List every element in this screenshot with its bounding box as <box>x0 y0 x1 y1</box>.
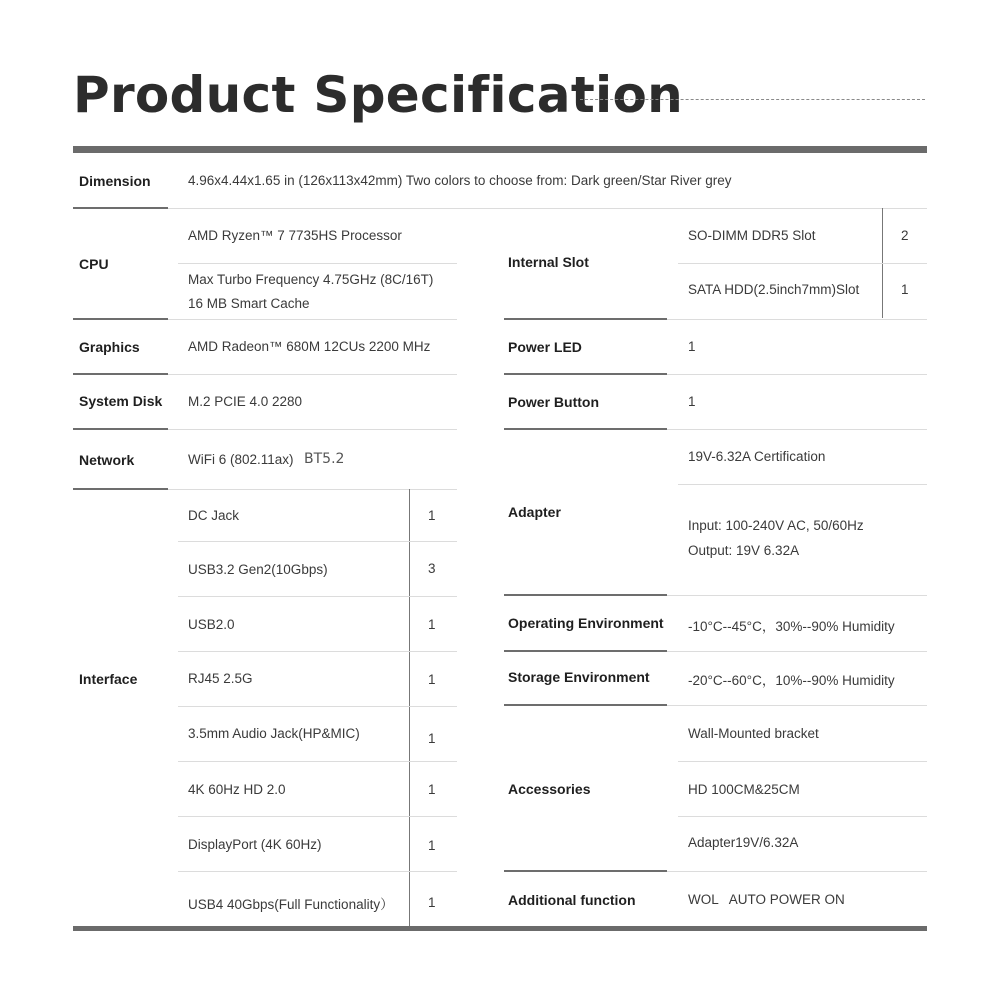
adapter-output: Output: 19V 6.32A <box>688 543 800 558</box>
dimension-label: Dimension <box>79 173 151 189</box>
slot-item-qty: 1 <box>901 282 909 297</box>
row-divider <box>73 488 168 490</box>
row-divider <box>678 816 927 817</box>
row-divider <box>504 594 667 596</box>
cpu-label: CPU <box>79 256 109 272</box>
accessory-item: HD 100CM&25CM <box>688 782 800 797</box>
interface-item-qty: 1 <box>428 838 436 853</box>
row-divider <box>504 318 667 320</box>
row-divider <box>667 871 927 872</box>
row-divider <box>73 373 168 375</box>
table-bottom-border <box>73 926 927 931</box>
interface-column-divider <box>409 489 410 926</box>
interface-item-qty: 3 <box>428 561 436 576</box>
interface-label: Interface <box>79 671 138 687</box>
power-button-value: 1 <box>688 394 696 409</box>
row-divider <box>178 706 457 707</box>
row-divider <box>168 319 457 320</box>
graphics-value: AMD Radeon™ 680M 12CUs 2200 MHz <box>188 339 431 354</box>
operating-environment-value: -10°C--45°C，30%--90% Humidity <box>688 619 895 634</box>
cpu-turbo: Max Turbo Frequency 4.75GHz (8C/16T) <box>188 272 434 287</box>
internal-slot-label: Internal Slot <box>508 254 589 270</box>
row-divider <box>667 429 927 430</box>
row-divider <box>504 704 667 706</box>
power-led-label: Power LED <box>508 339 582 355</box>
row-divider <box>678 263 927 264</box>
row-divider <box>504 870 667 872</box>
operating-environment-label: Operating Environment <box>508 615 664 631</box>
system-disk-value: M.2 PCIE 4.0 2280 <box>188 394 303 409</box>
adapter-certification: 19V-6.32A Certification <box>688 449 826 464</box>
additional-function-value: WOL AUTO POWER ON <box>688 892 845 907</box>
row-divider <box>667 705 927 706</box>
row-divider <box>667 319 927 320</box>
interface-item-qty: 1 <box>428 895 436 910</box>
row-divider <box>504 650 667 652</box>
interface-item-name: USB2.0 <box>188 617 235 632</box>
storage-environment-label: Storage Environment <box>508 669 650 685</box>
interface-item-qty: 1 <box>428 672 436 687</box>
interface-item-qty: 1 <box>428 731 436 746</box>
row-divider <box>178 541 457 542</box>
power-button-label: Power Button <box>508 394 599 410</box>
interface-item-name: USB3.2 Gen2(10Gbps) <box>188 562 328 577</box>
page-title: Product Specification <box>73 66 684 124</box>
interface-item-name: DisplayPort (4K 60Hz) <box>188 837 322 852</box>
slot-item-name: SO-DIMM DDR5 Slot <box>688 228 816 243</box>
interface-item-name: USB4 40Gbps(Full Functionality） <box>188 897 394 912</box>
row-divider <box>678 761 927 762</box>
interface-item-qty: 1 <box>428 782 436 797</box>
power-led-value: 1 <box>688 339 696 354</box>
row-divider <box>73 207 168 209</box>
row-divider <box>667 651 927 652</box>
interface-item-name: DC Jack <box>188 508 240 523</box>
row-divider <box>178 263 457 264</box>
row-divider <box>168 208 927 209</box>
dimension-value: 4.96x4.44x1.65 in (126x113x42mm) Two colors to choose from: Dark green/Star River grey <box>188 173 732 188</box>
storage-environment-value: -20°C--60°C，10%--90% Humidity <box>688 673 895 688</box>
row-divider <box>667 374 927 375</box>
accessory-item: Adapter19V/6.32A <box>688 835 799 850</box>
row-divider <box>178 761 457 762</box>
row-divider <box>178 596 457 597</box>
adapter-label: Adapter <box>508 504 561 520</box>
accessory-item: Wall-Mounted bracket <box>688 726 819 741</box>
cpu-processor: AMD Ryzen™ 7 7735HS Processor <box>188 228 402 243</box>
row-divider <box>178 871 457 872</box>
additional-function-label: Additional function <box>508 892 636 908</box>
row-divider <box>168 489 457 490</box>
row-divider <box>178 651 457 652</box>
accessories-label: Accessories <box>508 781 591 797</box>
row-divider <box>168 429 457 430</box>
row-divider <box>504 428 667 430</box>
slot-item-name: SATA HDD(2.5inch7mm)Slot <box>688 282 860 297</box>
table-top-border <box>73 146 927 153</box>
row-divider <box>178 816 457 817</box>
network-wifi: WiFi 6 (802.11ax) <box>188 452 294 467</box>
graphics-label: Graphics <box>79 339 140 355</box>
interface-item-qty: 1 <box>428 617 436 632</box>
cpu-cache: 16 MB Smart Cache <box>188 296 310 311</box>
interface-item-name: 3.5mm Audio Jack(HP&MIC) <box>188 726 360 741</box>
interface-item-qty: 1 <box>428 508 436 523</box>
network-bt: BT5.2 <box>304 451 345 467</box>
row-divider <box>504 373 667 375</box>
system-disk-label: System Disk <box>79 393 163 409</box>
slot-item-qty: 2 <box>901 228 909 243</box>
interface-item-name: 4K 60Hz HD 2.0 <box>188 782 286 797</box>
row-divider <box>73 318 168 320</box>
title-dashed-divider <box>580 99 925 100</box>
row-divider <box>168 374 457 375</box>
row-divider <box>667 595 927 596</box>
adapter-input: Input: 100-240V AC, 50/60Hz <box>688 518 864 533</box>
network-label: Network <box>79 452 135 468</box>
interface-item-name: RJ45 2.5G <box>188 671 253 686</box>
row-divider <box>73 428 168 430</box>
row-divider <box>678 484 927 485</box>
